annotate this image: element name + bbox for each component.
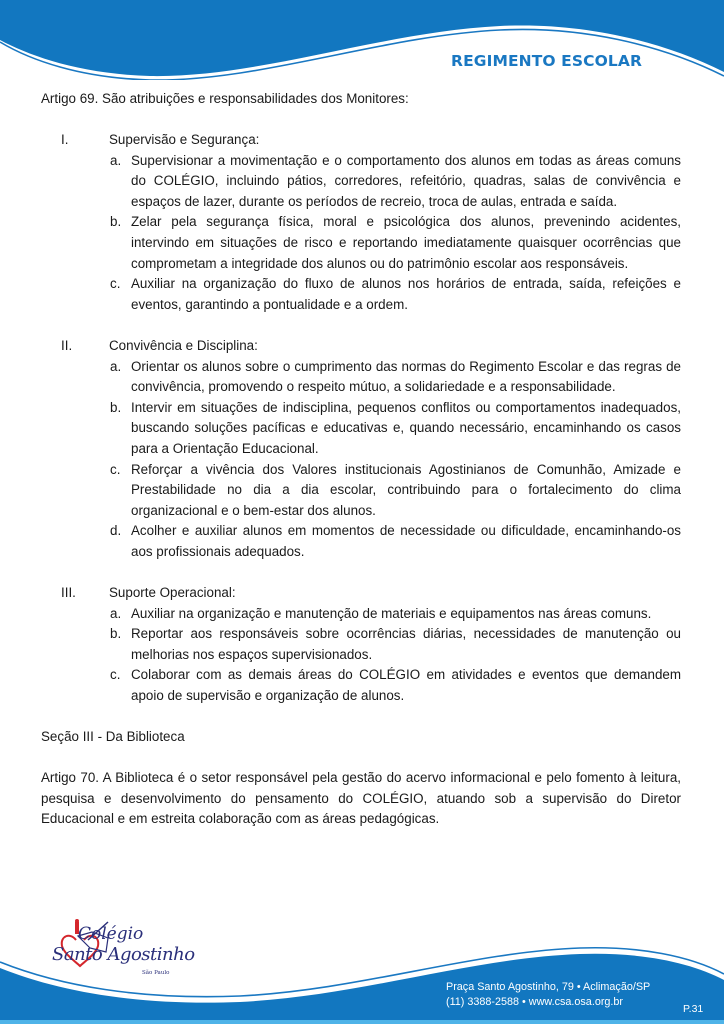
list-item [41,604,681,625]
list-item [41,521,681,562]
item-letter: c. [110,461,121,477]
section-suporte-operacional [41,583,681,707]
section-supervisao-seguranca [41,130,681,315]
section-title: Suporte Operacional: [109,584,236,600]
section-title: Supervisão e Segurança: [109,132,260,148]
list-item [41,460,681,522]
item-text: Supervisionar a movimentação e o comportamento dos alunos em todas as áreas comuns do COLÉGIO, incluindo pátios, corredores, refeitório, quadras, salas de convivência e espaços de lazer, durante os períodos de recreio, troca de aulas, entrada e saída. [131,152,681,209]
item-letter: a. [110,152,122,168]
section-3-heading: Seção III - Da Biblioteca [41,729,185,745]
item-text: Reforçar a vivência dos Valores institucionais Agostinianos de Comunhão, Amizade e Prestabilidade no dia a dia escolar, contribuindo para o fortalecimento do clima organizacional e o bem-estar dos alunos. [131,461,681,518]
logo-text-sao-paulo: São Paulo [142,970,170,976]
item-letter: b. [110,214,122,230]
document-body [41,89,681,830]
list-item [41,398,681,460]
item-text: Acolher e auxiliar alunos em momentos de necessidade ou dificuldade, encaminhando-os aos profissionais adequados. [131,523,681,559]
document-title: REGIMENTO ESCOLAR [451,52,642,70]
section-convivencia-disciplina [41,336,681,563]
item-letter: d. [110,523,122,539]
footer-phone-website: (11) 3388-2588 • www.csa.osa.org.br [446,996,624,1008]
list-item [41,357,681,398]
footer-address: Praça Santo Agostinho, 79 • Aclimação/SP [446,981,651,993]
list-item [41,274,681,315]
section-number: II. [61,337,73,353]
section-number: III. [61,584,76,600]
article-70-text: Artigo 70. A Biblioteca é o setor responsável pela gestão do acervo informacional e pelo fomento à leitura, pesquisa e desenvolvimento do pensamento do COLÉGIO, atuando sob a supervisão do Diretor Educacional e em estreita colaboração com as áreas pedagógicas. [41,770,681,827]
item-text: Auxiliar na organização e manutenção de materiais e equipamentos nas áreas comuns. [131,605,652,621]
item-text: Orientar os alunos sobre o cumprimento das normas do Regimento Escolar e das regras de convivência, promovendo o respeito mútuo, a solidariedade e a responsabilidade. [131,358,681,395]
item-letter: c. [110,276,121,292]
item-text: Zelar pela segurança física, moral e psicológica dos alunos, prevenindo acidentes, intervindo em situações de risco e reportando imediatamente quaisquer ocorrências que comprometam a integridade dos alunos ou do patrimônio escolar aos responsáveis. [131,214,681,271]
item-letter: a. [110,358,122,374]
article-69-heading: Artigo 69. São atribuições e responsabilidades dos Monitores: [41,91,409,106]
section-number: I. [61,132,69,148]
item-letter: a. [110,605,122,621]
list-item [41,665,681,706]
item-text: Auxiliar na organização do fluxo de alunos nos horários de entrada, saída, refeições e eventos, garantindo a pontualidade e a ordem. [131,276,681,312]
item-text: Reportar aos responsáveis sobre ocorrências diárias, necessidades de manutenção ou melhorias nos espaços supervisionados. [131,626,681,662]
list-item [41,212,681,274]
logo-text-colegio: Colégio [78,924,144,944]
item-letter: c. [110,667,121,683]
list-item [41,624,681,665]
logo-text-santo-agostinho: Santo Agostinho [52,944,195,965]
item-letter: b. [110,399,122,415]
item-text: Colaborar com as demais áreas do COLÉGIO em atividades e eventos que demandem apoio de supervisão e organização de alunos. [131,667,681,703]
page-number: P.31 [683,1003,704,1015]
section-title: Convivência e Disciplina: [109,337,258,353]
item-text: Intervir em situações de indisciplina, pequenos conflitos ou comportamentos inadequados, buscando soluções pacíficas e educativas e, quando necessário, encaminhando os casos para a Orientação Educacional. [131,399,681,456]
item-letter: b. [110,626,122,642]
list-item [41,151,681,213]
footer-contact [446,980,650,1010]
